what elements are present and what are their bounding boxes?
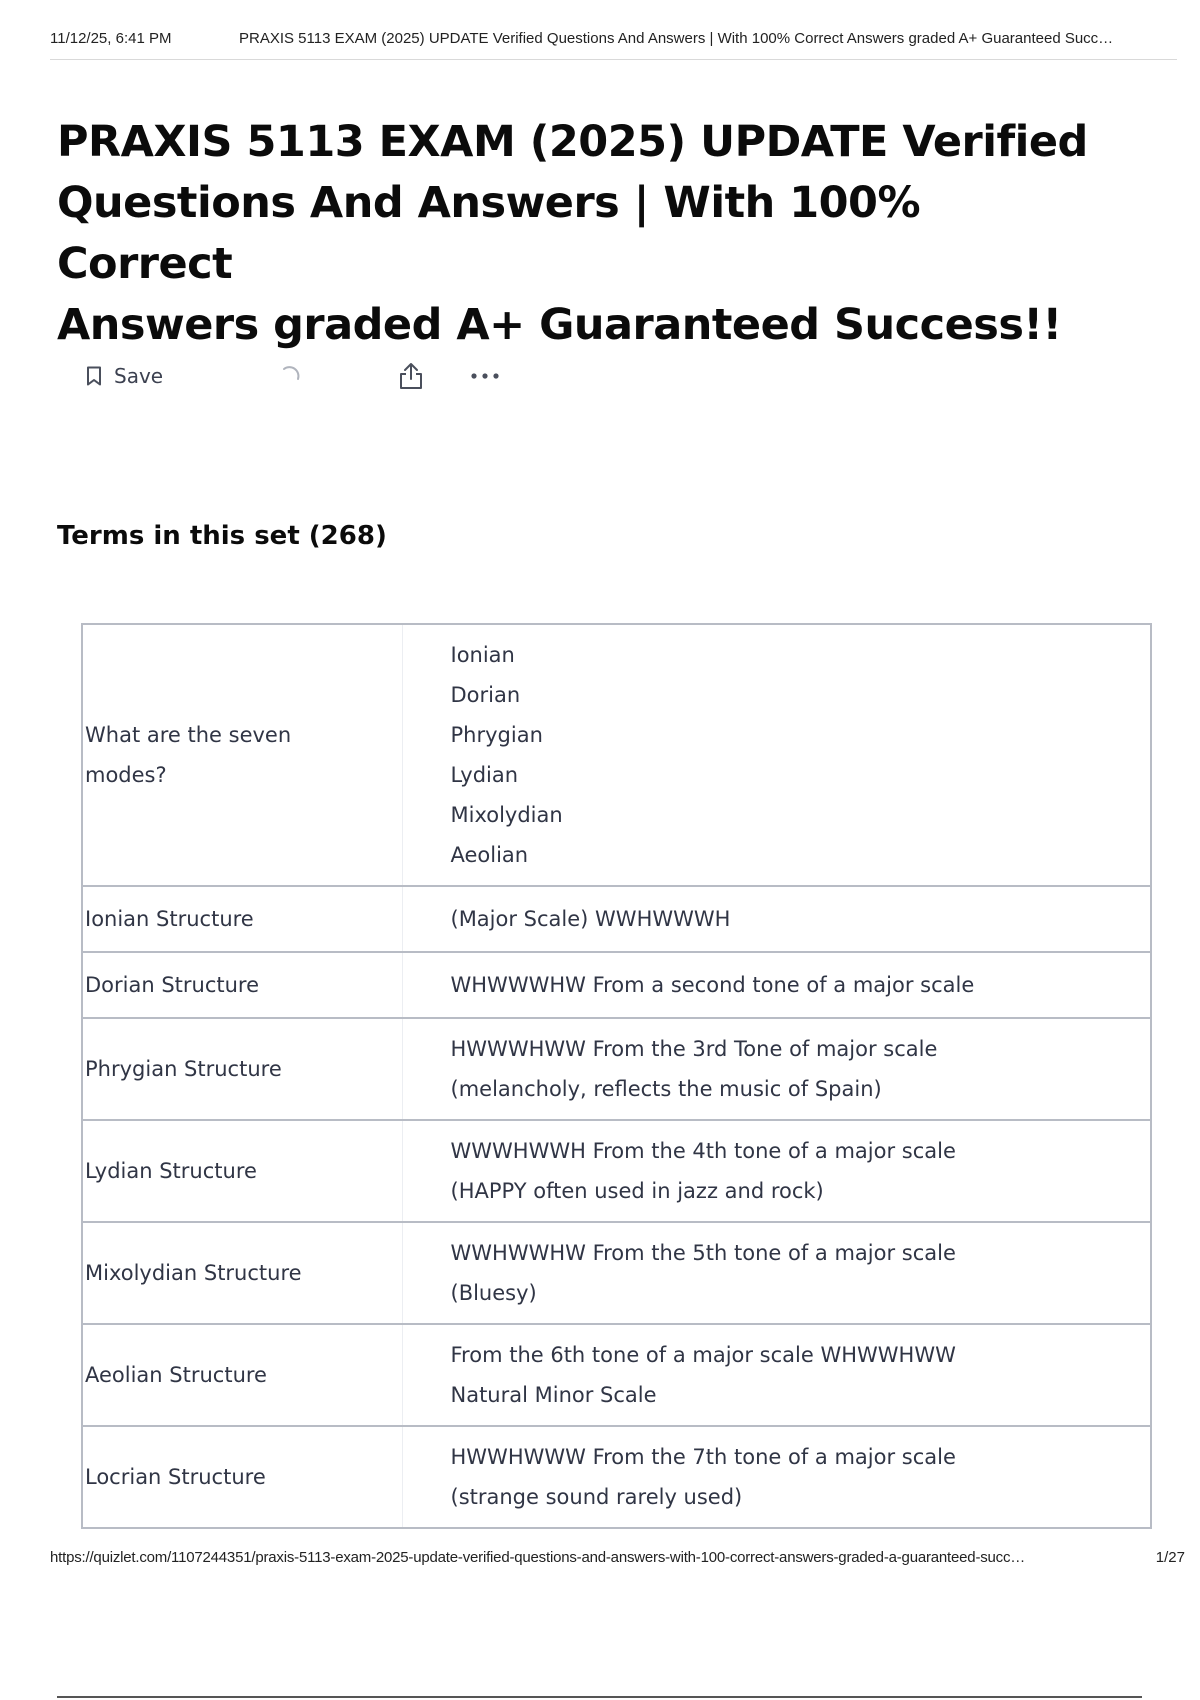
definition-text: Lydian	[450, 763, 519, 787]
definition-text: Natural Minor Scale	[450, 1383, 657, 1407]
definition-text: Dorian	[450, 683, 521, 707]
definition-text: From the 6th tone of a major scale WHWWHWW	[450, 1343, 956, 1367]
definition-cell	[402, 952, 1151, 1018]
print-doc-title: PRAXIS 5113 EXAM (2025) UPDATE Verified Questions And Answers | With 100% Correct Answers graded A+ Guaranteed Succ…	[239, 30, 1114, 47]
definition-text: (HAPPY often used in jazz and rock)	[450, 1179, 824, 1203]
term-text: Lydian Structure	[85, 1159, 257, 1183]
definition-text: Ionian	[450, 643, 515, 667]
page-title-line: PRAXIS 5113 EXAM (2025) UPDATE Verified	[57, 117, 1088, 167]
definition-text: HWWHWWW From the 7th tone of a major scale	[450, 1445, 956, 1469]
save-button[interactable]	[86, 358, 163, 394]
definition-cell	[402, 886, 1151, 952]
term-row	[82, 1222, 1151, 1324]
term-text: Dorian Structure	[85, 973, 260, 997]
share-icon	[398, 362, 424, 390]
term-cell	[82, 886, 402, 952]
definition-text: Phrygian	[450, 723, 543, 747]
page-title	[57, 112, 1107, 356]
bookmark-icon	[86, 366, 102, 386]
definition-cell	[402, 1222, 1151, 1324]
print-header	[50, 30, 1177, 60]
definition-text: HWWWHWW From the 3rd Tone of major scale	[450, 1037, 938, 1061]
term-text: Mixolydian Structure	[85, 1261, 302, 1285]
spinner-icon	[278, 364, 302, 388]
terms-heading: Terms in this set (268)	[57, 521, 387, 551]
term-cell	[82, 1018, 402, 1120]
more-options-button[interactable]	[470, 358, 500, 394]
term-text: Ionian Structure	[85, 907, 254, 931]
definition-text: Mixolydian	[450, 803, 563, 827]
term-row	[82, 1018, 1151, 1120]
term-text: Phrygian Structure	[85, 1057, 282, 1081]
term-cell	[82, 1120, 402, 1222]
definition-text: Aeolian	[450, 843, 529, 867]
save-button-label: Save	[114, 364, 164, 388]
definition-text: (Major Scale) WWHWWWH	[450, 907, 731, 931]
terms-table-body	[82, 624, 1151, 1528]
definition-text: WHWWWHW From a second tone of a major scale	[450, 973, 975, 997]
page-divider	[57, 1696, 1142, 1698]
definition-text: WWWHWWH From the 4th tone of a major scale	[450, 1139, 956, 1163]
page-title-line: Questions And Answers | With 100% Correct	[57, 178, 921, 289]
term-row	[82, 1426, 1151, 1528]
term-cell	[82, 1324, 402, 1426]
term-row	[82, 1324, 1151, 1426]
term-text: Locrian Structure	[85, 1465, 266, 1489]
page-number: 1/27	[1155, 1549, 1185, 1566]
page-title-line: Answers graded A+ Guaranteed Success!!	[57, 300, 1062, 350]
definition-text: (Bluesy)	[450, 1281, 537, 1305]
definition-cell	[402, 624, 1151, 886]
definition-cell	[402, 1018, 1151, 1120]
print-url: https://quizlet.com/1107244351/praxis-5113-exam-2025-update-verified-questions-and-answers-with-100-correct-answers-graded-a-guaranteed-succ…	[50, 1549, 1026, 1566]
term-row	[82, 886, 1151, 952]
definition-cell	[402, 1120, 1151, 1222]
term-row	[82, 952, 1151, 1018]
definition-text: WWHWWHW From the 5th tone of a major scale	[450, 1241, 956, 1265]
print-datetime: 11/12/25, 6:41 PM	[50, 30, 172, 47]
definition-text: (strange sound rarely used)	[450, 1485, 743, 1509]
loading-indicator	[278, 358, 302, 394]
term-text: What are the seven	[85, 723, 292, 747]
term-text: Aeolian Structure	[85, 1363, 267, 1387]
definition-cell	[402, 1426, 1151, 1528]
more-options-icon	[470, 372, 500, 380]
term-row	[82, 1120, 1151, 1222]
term-row	[82, 624, 1151, 886]
definition-text: (melancholy, reflects the music of Spain)	[450, 1077, 882, 1101]
term-cell	[82, 624, 402, 886]
term-cell	[82, 1426, 402, 1528]
definition-cell	[402, 1324, 1151, 1426]
share-button[interactable]	[398, 358, 424, 394]
term-cell	[82, 952, 402, 1018]
term-cell	[82, 1222, 402, 1324]
term-text: modes?	[85, 763, 167, 787]
terms-table	[81, 623, 1152, 1529]
